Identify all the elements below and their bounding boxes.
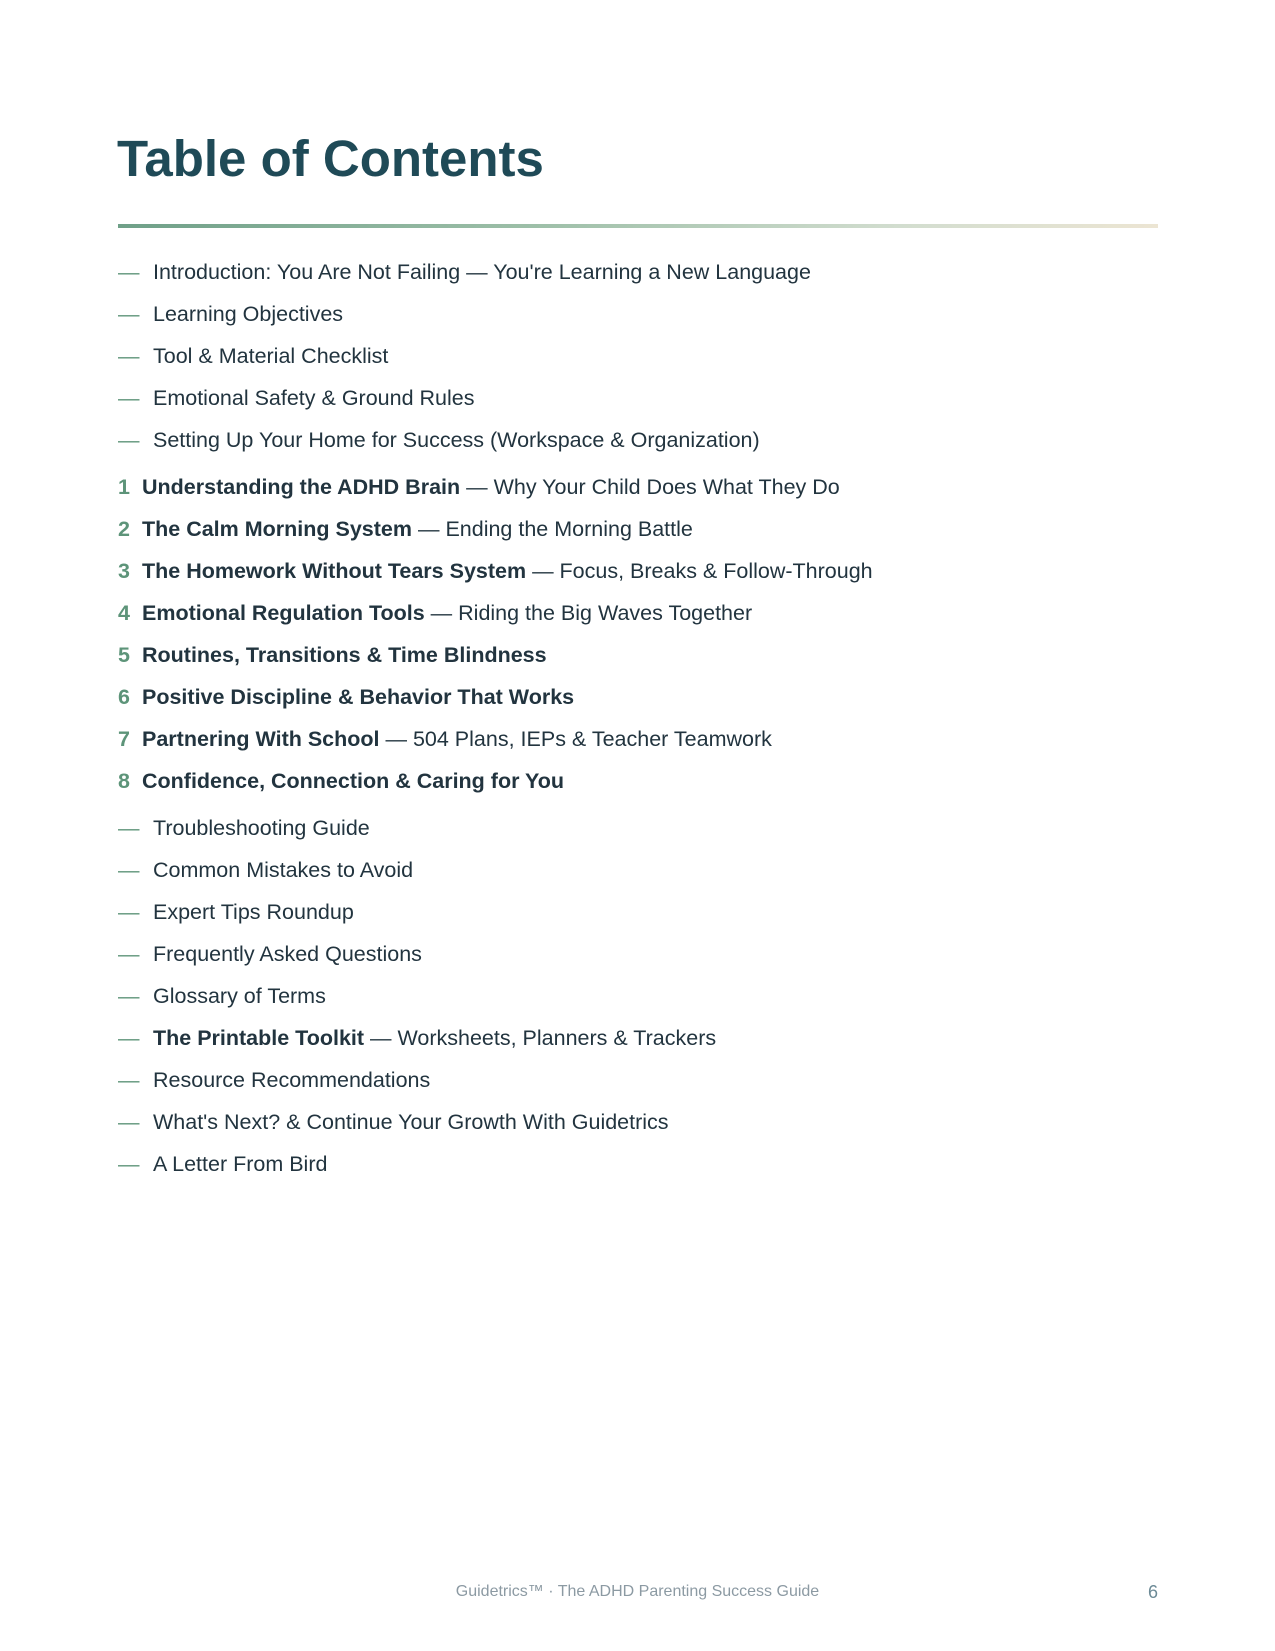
toc-entry-subtitle: Emotional Safety & Ground Rules: [153, 386, 475, 410]
toc-entry-subtitle: — Worksheets, Planners & Trackers: [364, 1026, 717, 1050]
toc-entry-title: Positive Discipline & Behavior That Works: [142, 685, 575, 709]
chapter-number: 6: [118, 685, 130, 709]
toc-entry: [118, 1143, 1158, 1185]
toc-entry-label: [153, 1017, 716, 1059]
toc-entry: [118, 1101, 1158, 1143]
back-matter-list: [118, 807, 1158, 1185]
toc-entry-subtitle: Troubleshooting Guide: [153, 816, 370, 840]
toc-chapter-entry: [118, 508, 1158, 550]
dash-marker: —: [118, 1068, 140, 1092]
toc-entry-subtitle: — Focus, Breaks & Follow-Through: [526, 559, 873, 583]
toc-entry: [118, 849, 1158, 891]
toc-entry: [118, 807, 1158, 849]
toc-entry-title: Emotional Regulation Tools: [142, 601, 425, 625]
toc-entry-label: [153, 849, 413, 891]
toc-entry: [118, 419, 1158, 461]
dash-marker: —: [118, 260, 140, 284]
dash-marker: —: [118, 1026, 140, 1050]
toc-entry-subtitle: Tool & Material Checklist: [153, 344, 389, 368]
dash-marker: —: [118, 302, 140, 326]
toc-entry-label: [153, 933, 422, 975]
dash-marker: —: [118, 1152, 140, 1176]
toc-entry-subtitle: Resource Recommendations: [153, 1068, 431, 1092]
page-title: Table of Contents: [117, 130, 544, 187]
toc-entry: [118, 1017, 1158, 1059]
chapter-number: 5: [118, 643, 130, 667]
table-of-contents: [118, 251, 1158, 1185]
toc-entry-title: Understanding the ADHD Brain: [142, 475, 461, 499]
footer-text: Guidetrics™ · The ADHD Parenting Success Guide: [455, 1583, 820, 1600]
toc-entry: [118, 1059, 1158, 1101]
toc-entry: [118, 891, 1158, 933]
toc-chapter-entry: [118, 466, 1158, 508]
toc-entry-label: [142, 634, 547, 676]
toc-entry-label: [142, 466, 840, 508]
toc-entry-subtitle: — Why Your Child Does What They Do: [460, 475, 840, 499]
toc-entry: [118, 377, 1158, 419]
toc-entry: [118, 335, 1158, 377]
toc-entry-label: [142, 550, 873, 592]
toc-entry-title: Confidence, Connection & Caring for You: [142, 769, 565, 793]
toc-entry-title: Routines, Transitions & Time Blindness: [142, 643, 547, 667]
dash-marker: —: [118, 344, 140, 368]
toc-entry-label: [142, 718, 772, 760]
toc-entry-label: [142, 760, 564, 802]
toc-entry-subtitle: Learning Objectives: [153, 302, 344, 326]
toc-entry-subtitle: Introduction: You Are Not Failing — You're Learning a New Language: [153, 260, 811, 284]
toc-entry-label: [153, 975, 326, 1017]
toc-entry-label: [142, 676, 574, 718]
toc-entry-subtitle: Expert Tips Roundup: [153, 900, 354, 924]
chapter-number: 4: [118, 601, 130, 625]
toc-entry-title: The Printable Toolkit: [153, 1026, 365, 1050]
chapter-list: [118, 466, 1158, 802]
toc-chapter-entry: [118, 676, 1158, 718]
dash-marker: —: [118, 1110, 140, 1134]
toc-entry-subtitle: Common Mistakes to Avoid: [153, 858, 414, 882]
toc-chapter-entry: [118, 718, 1158, 760]
toc-entry: [118, 933, 1158, 975]
toc-entry-label: [153, 1143, 327, 1185]
toc-chapter-entry: [118, 592, 1158, 634]
toc-entry-subtitle: Frequently Asked Questions: [153, 942, 422, 966]
toc-chapter-entry: [118, 634, 1158, 676]
toc-entry-label: [153, 251, 811, 293]
toc-entry-subtitle: Setting Up Your Home for Success (Workspace & Organization): [153, 428, 760, 452]
chapter-number: 1: [118, 475, 130, 499]
dash-marker: —: [118, 900, 140, 924]
dash-marker: —: [118, 428, 140, 452]
toc-entry-label: [142, 592, 752, 634]
toc-entry-subtitle: — Riding the Big Waves Together: [424, 601, 753, 625]
dash-marker: —: [118, 816, 140, 840]
toc-entry-label: [153, 419, 760, 461]
dash-marker: —: [118, 984, 140, 1008]
toc-entry-subtitle: — Ending the Morning Battle: [412, 517, 693, 541]
dash-marker: —: [118, 386, 140, 410]
chapter-number: 2: [118, 517, 130, 541]
chapter-number: 3: [118, 559, 130, 583]
toc-entry-title: The Homework Without Tears System: [142, 559, 527, 583]
toc-entry-label: [153, 377, 474, 419]
dash-marker: —: [118, 942, 140, 966]
toc-entry-label: [153, 891, 354, 933]
toc-entry-label: [153, 335, 388, 377]
toc-entry-subtitle: — 504 Plans, IEPs & Teacher Teamwork: [379, 727, 772, 751]
toc-entry-title: The Calm Morning System: [142, 517, 412, 541]
toc-chapter-entry: [118, 760, 1158, 802]
toc-entry-label: [142, 508, 693, 550]
toc-entry-label: [153, 807, 370, 849]
toc-entry: [118, 975, 1158, 1017]
toc-entry-subtitle: A Letter From Bird: [153, 1152, 328, 1176]
page-number: 6: [1147, 1582, 1158, 1602]
front-matter-list: [118, 251, 1158, 461]
chapter-number: 8: [118, 769, 130, 793]
toc-entry-label: [153, 1059, 430, 1101]
toc-chapter-entry: [118, 550, 1158, 592]
title-divider: [118, 224, 1158, 228]
toc-entry: [118, 293, 1158, 335]
toc-entry-subtitle: What's Next? & Continue Your Growth With Guidetrics: [153, 1110, 669, 1134]
toc-entry-subtitle: Glossary of Terms: [153, 984, 326, 1008]
dash-marker: —: [118, 858, 140, 882]
toc-entry-title: Partnering With School: [142, 727, 380, 751]
toc-entry-label: [153, 1101, 669, 1143]
chapter-number: 7: [118, 727, 130, 751]
toc-entry-label: [153, 293, 343, 335]
toc-entry: [118, 251, 1158, 293]
